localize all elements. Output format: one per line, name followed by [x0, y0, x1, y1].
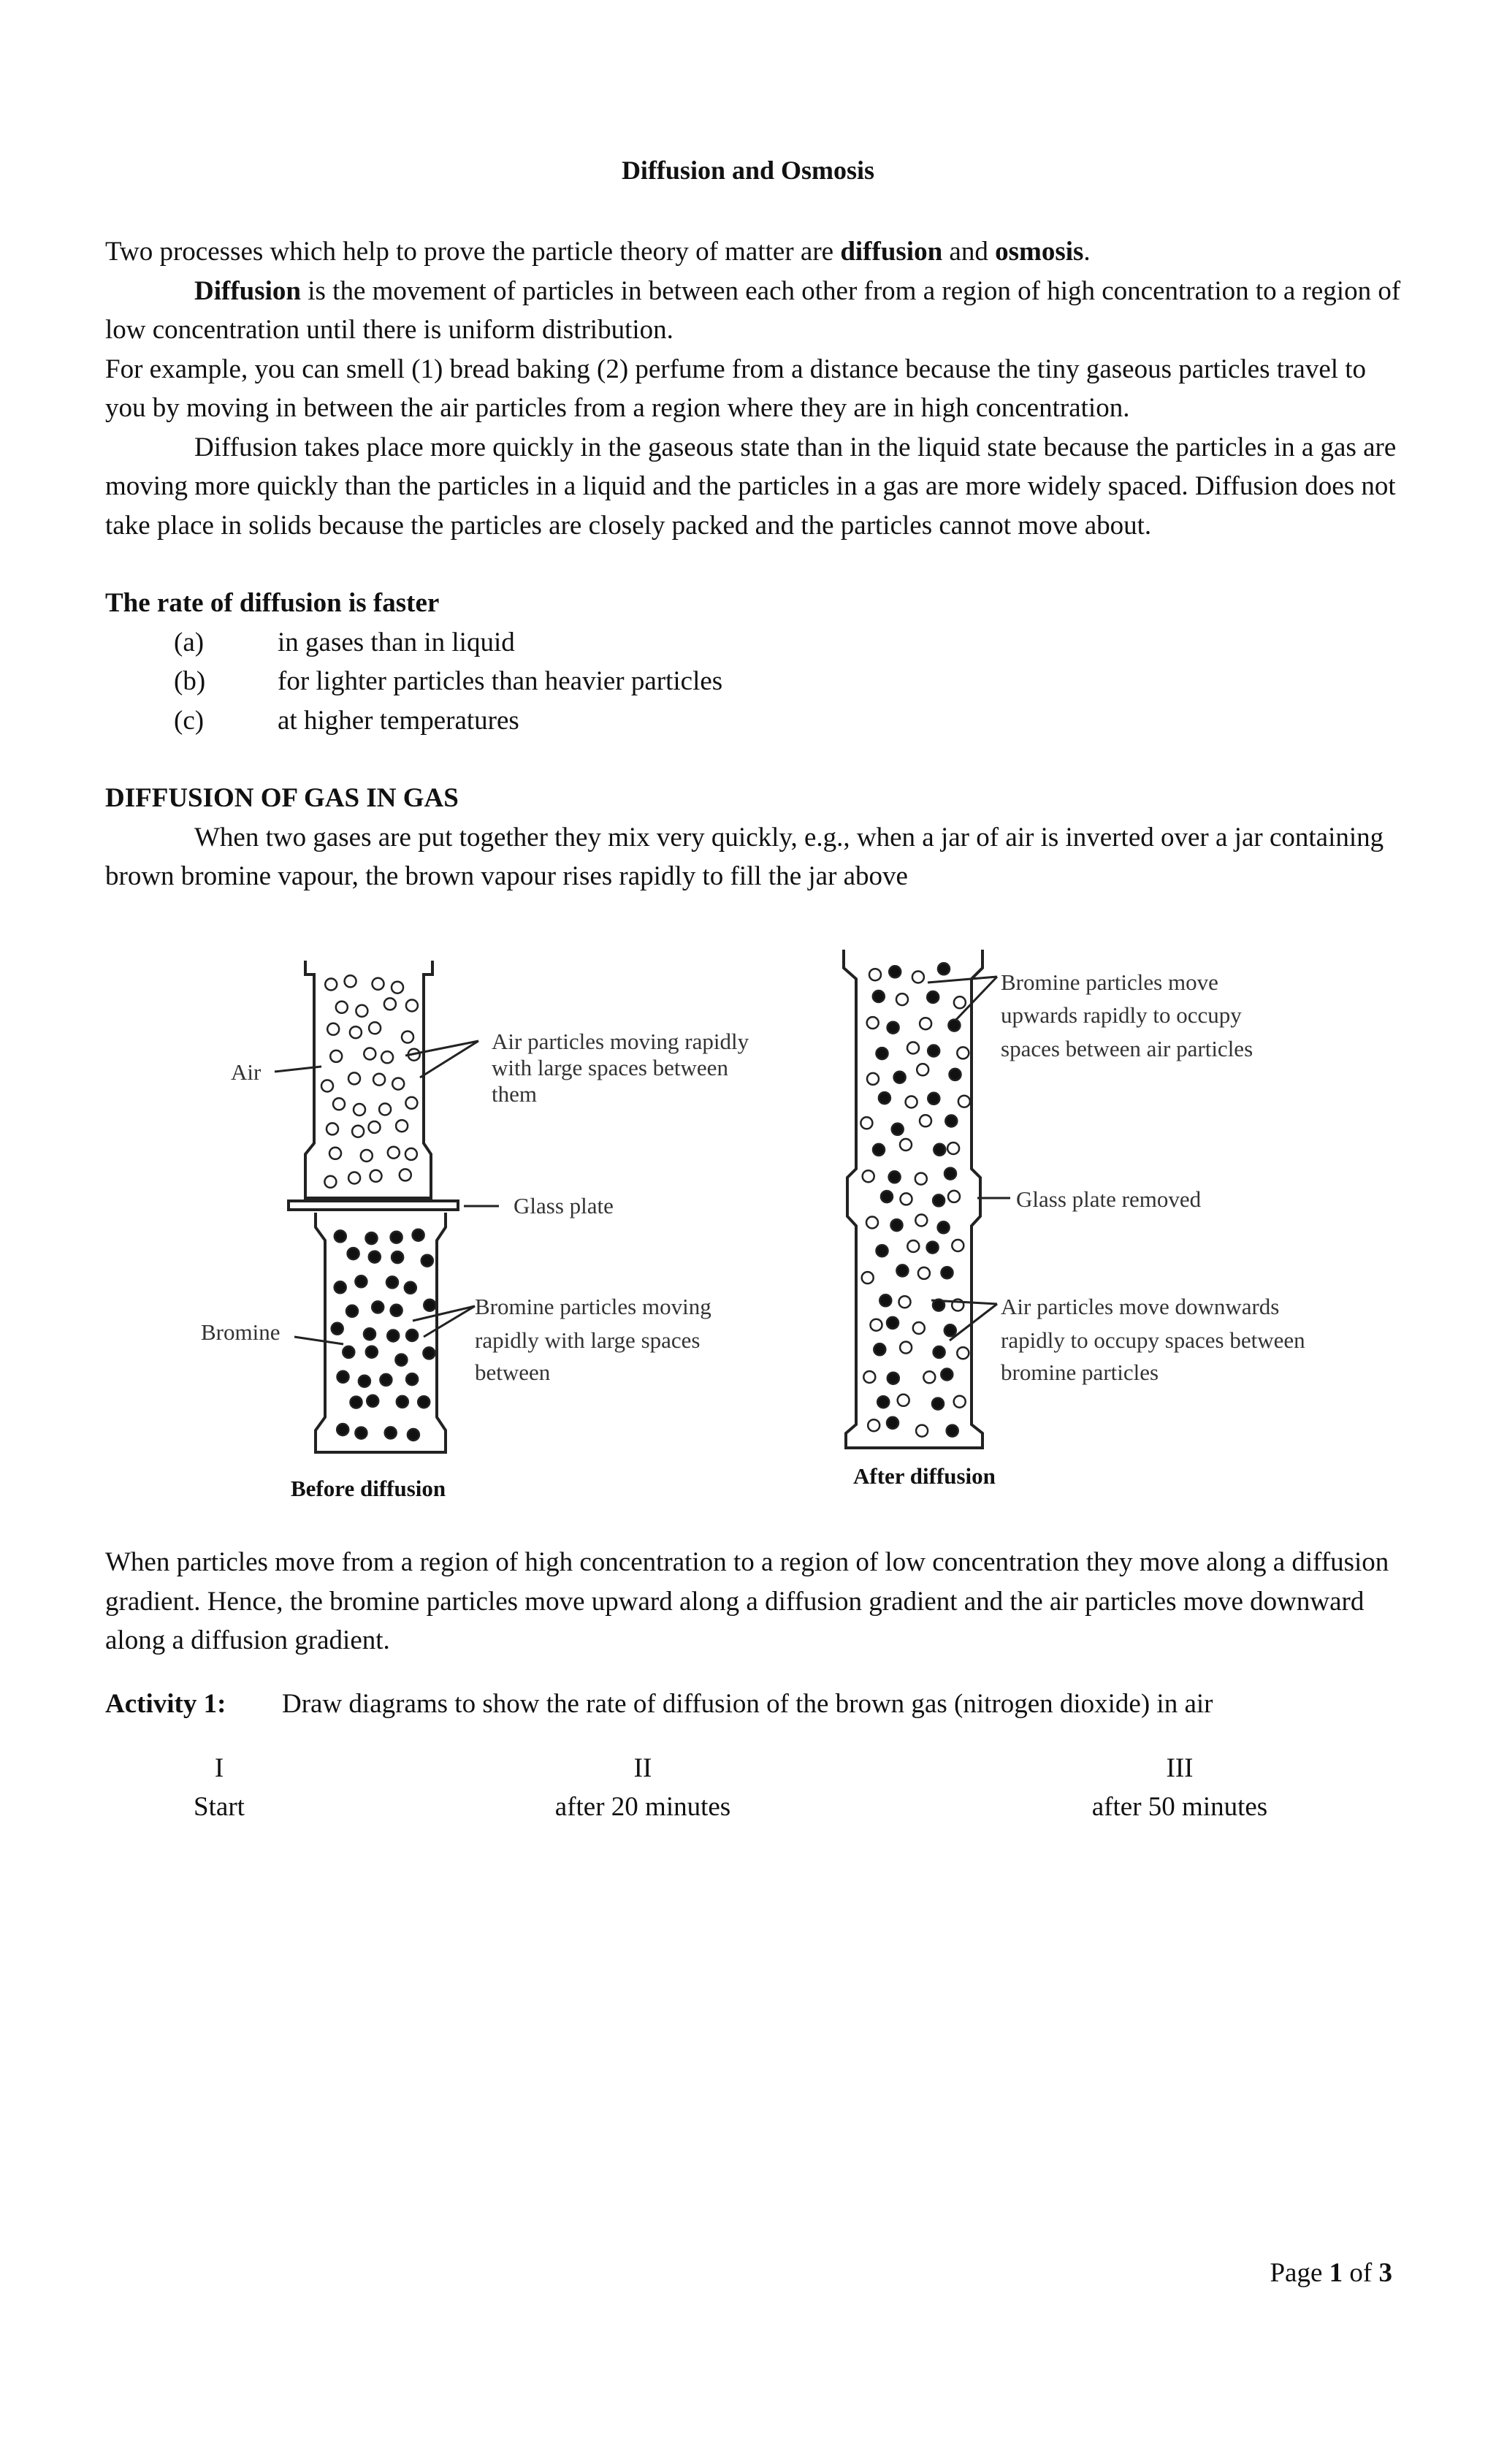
air-particle — [333, 1098, 345, 1110]
air-particle — [952, 1240, 963, 1251]
air-particle — [900, 1342, 912, 1354]
air-particle — [920, 1115, 931, 1126]
bromine-label: Bromine — [201, 1319, 280, 1345]
after-air-note-line1: Air particles move downwards — [1001, 1294, 1280, 1319]
definition-text: is the movement of particles in between each other from a region of high concentration to a region of low concentration until there is uniform distribution. — [105, 275, 1401, 345]
before-air-note-line2: with large spaces between — [492, 1055, 728, 1080]
air-particle — [958, 1096, 970, 1107]
bromine-particle — [950, 1069, 961, 1080]
bromine-particle — [385, 1427, 397, 1438]
air-particle — [923, 1371, 935, 1383]
air-particle — [369, 1121, 381, 1133]
bromine-particle — [942, 1267, 953, 1278]
column-numeral: I — [214, 1753, 224, 1783]
bromine-particle — [894, 1072, 906, 1083]
activity-column — [497, 1749, 789, 1826]
air-particle — [348, 1072, 360, 1084]
after-top-leader — [953, 977, 997, 1023]
before-bromine-note-line2: rapidly with large spaces — [475, 1327, 701, 1353]
air-particle — [406, 1000, 418, 1012]
bromine-particle — [366, 1346, 378, 1358]
air-particle — [954, 1396, 966, 1408]
bromine-particle — [928, 1093, 939, 1105]
air-particle — [957, 1347, 969, 1359]
air-particle — [863, 1170, 874, 1182]
bromine-particle — [941, 1369, 953, 1381]
before-air-note-line3: them — [492, 1081, 537, 1107]
air-particle — [381, 1051, 393, 1063]
list-label: (c) — [174, 705, 205, 736]
air-particle — [896, 993, 908, 1005]
after-bromine-note-line2: upwards rapidly to occupy — [1001, 1002, 1242, 1028]
bromine-particle — [944, 1324, 956, 1336]
bromine-particle — [355, 1275, 367, 1287]
air-particle — [379, 1104, 391, 1115]
bromine-particle — [405, 1282, 416, 1294]
bromine-particle — [933, 1300, 944, 1311]
air-particle — [396, 1120, 408, 1132]
bromine-particle — [934, 1346, 945, 1358]
air-particle — [898, 1395, 909, 1406]
gradient-section — [105, 1543, 1405, 1660]
bromine-particle — [408, 1429, 419, 1441]
air-particle — [916, 1425, 928, 1437]
column-caption: after 50 minutes — [1091, 1792, 1268, 1822]
air-particle — [906, 1096, 917, 1108]
after-air-note-line2: rapidly to occupy spaces between — [1001, 1327, 1305, 1353]
after-bromine-note-line3: spaces between air particles — [1001, 1036, 1253, 1061]
air-particle — [402, 1031, 413, 1043]
bromine-particle — [391, 1232, 402, 1243]
bromine-particle — [406, 1330, 418, 1341]
bromine-particle — [337, 1424, 348, 1435]
air-particle — [356, 1005, 367, 1017]
bromine-particle — [896, 1265, 908, 1276]
gradient-paragraph: When particles move from a region of high concentration to a region of low concentration they move along a diffusion gradient. Hence, the bromine particles move upward along a diffusion gradient and the air particles move downward along a diffusion gradient. — [105, 1547, 1389, 1655]
column-caption: after 20 minutes — [554, 1792, 731, 1822]
list-text: for lighter particles than heavier particles — [278, 666, 723, 696]
after-top-leader — [928, 977, 997, 983]
column-caption: Start — [194, 1792, 245, 1822]
bromine-particle — [873, 1144, 885, 1156]
before-upper-jar — [305, 961, 432, 1198]
air-particle — [352, 1126, 364, 1137]
air-particle — [373, 978, 384, 990]
air-particle — [345, 975, 356, 987]
air-particle — [373, 1074, 385, 1086]
bromine-particle — [927, 1242, 939, 1254]
bromine-particle — [364, 1328, 375, 1340]
air-particle — [405, 1148, 417, 1160]
list-text: in gases than in liquid — [278, 627, 515, 657]
bromine-particle — [423, 1347, 435, 1359]
air-particle — [321, 1080, 333, 1092]
air-particle — [899, 1296, 911, 1308]
bromine-particle — [359, 1376, 370, 1387]
air-particle — [900, 1139, 912, 1151]
glass-plate-label: Glass plate — [514, 1193, 614, 1218]
bromine-particle — [877, 1396, 889, 1408]
air-particle — [867, 1017, 879, 1029]
activity-column — [1034, 1749, 1326, 1826]
air-particle — [907, 1042, 919, 1054]
air-particle — [901, 1193, 912, 1205]
after-caption: After diffusion — [853, 1463, 996, 1489]
air-particle — [354, 1104, 365, 1115]
air-particle — [370, 1170, 382, 1182]
after-glass-label: Glass plate removed — [1016, 1186, 1202, 1212]
air-particle — [325, 979, 337, 991]
air-particle — [324, 1176, 336, 1188]
intro-text: Two processes which help to prove the particle theory of matter are — [105, 237, 841, 267]
intro-text-and: and — [942, 237, 996, 267]
air-particle — [917, 1064, 928, 1075]
bromine-particle — [335, 1281, 346, 1293]
air-particle — [369, 1022, 381, 1034]
bromine-particle — [928, 1045, 939, 1057]
air-particle — [957, 1047, 969, 1059]
bromine-particle — [397, 1396, 408, 1408]
air-particle — [948, 1191, 960, 1202]
air-particle — [912, 972, 924, 983]
air-particle — [400, 1169, 411, 1180]
bromine-particle — [395, 1354, 407, 1366]
bromine-particle — [938, 1221, 950, 1233]
air-particle — [392, 982, 403, 993]
activity-section — [105, 1685, 1420, 1723]
bromine-particle — [948, 1020, 960, 1031]
bromine-particle — [387, 1330, 399, 1342]
bromine-note-leader — [413, 1306, 475, 1321]
bromine-particle — [348, 1248, 359, 1259]
bromine-particle — [421, 1255, 433, 1267]
air-particle — [869, 969, 881, 980]
glass-plate — [289, 1201, 458, 1210]
bromine-particle — [933, 1194, 944, 1206]
term-diffusion: diffusion — [840, 237, 943, 267]
after-air-note-line3: bromine particles — [1001, 1359, 1159, 1385]
bromine-particle — [889, 966, 901, 977]
page-title: Diffusion and Osmosis — [621, 156, 875, 185]
bromine-particle — [391, 1305, 402, 1316]
air-particle — [907, 1240, 919, 1252]
bromine-particle — [351, 1397, 362, 1408]
bromine-particle — [367, 1395, 378, 1407]
bromine-particle — [892, 1124, 904, 1135]
air-particle — [860, 1117, 872, 1129]
bromine-particle — [369, 1251, 381, 1263]
footer-total-pages: 3 — [1378, 2258, 1392, 2288]
air-particle — [866, 1217, 878, 1229]
term-osmosis: osmosis — [995, 237, 1084, 267]
intro-text-end: . — [1083, 237, 1091, 267]
gas-section-heading: DIFFUSION OF GAS IN GAS — [105, 783, 459, 813]
states-paragraph: Diffusion takes place more quickly in the gaseous state than in the liquid state because the particles in a gas are moving more quickly than the particles in a liquid and the particles in a gas are more widely spaced. Diffusion does not take place in solids because the particles are closely packed and the particles cannot move about. — [105, 432, 1397, 541]
bromine-leader — [294, 1337, 343, 1344]
column-numeral: II — [633, 1753, 652, 1783]
air-particle — [954, 996, 966, 1008]
footer-current-page: 1 — [1329, 2258, 1343, 2288]
bromine-particle — [947, 1425, 958, 1437]
air-particle — [364, 1048, 375, 1060]
rate-heading: The rate of diffusion is faster — [105, 588, 440, 618]
before-caption: Before diffusion — [291, 1476, 446, 1501]
bromine-particle — [346, 1305, 358, 1317]
list-text: at higher temperatures — [278, 705, 519, 736]
bromine-particle — [879, 1294, 891, 1306]
bromine-particle — [332, 1323, 343, 1335]
before-bromine-note-line1: Bromine particles moving — [475, 1294, 711, 1319]
air-particle — [327, 1123, 338, 1134]
bromine-particle — [938, 963, 950, 974]
air-particle — [330, 1050, 342, 1062]
before-bromine-note-line3: between — [475, 1359, 551, 1385]
bromine-particle — [406, 1373, 418, 1385]
bromine-particle — [881, 1191, 893, 1202]
air-particle — [863, 1371, 875, 1383]
bromine-particle — [355, 1427, 367, 1439]
activity-column — [146, 1749, 292, 1826]
bromine-particle — [889, 1171, 901, 1183]
definition-term: Diffusion — [194, 275, 301, 306]
bromine-particle — [877, 1048, 888, 1059]
bromine-particle — [934, 1144, 945, 1156]
bromine-particle — [335, 1230, 346, 1242]
air-particle — [862, 1272, 874, 1284]
air-particle — [920, 1018, 931, 1029]
bromine-particle — [874, 1343, 885, 1355]
page-number — [1270, 2257, 1392, 2289]
bromine-particle — [932, 1398, 944, 1410]
air-particle — [405, 1097, 417, 1109]
air-particle — [867, 1073, 879, 1085]
air-label: Air — [231, 1059, 262, 1085]
air-particle — [915, 1215, 927, 1227]
bromine-particle — [337, 1371, 349, 1383]
air-particle — [918, 1267, 930, 1279]
gas-section-paragraph: When two gases are put together they mix very quickly, e.g., when a jar of air is inverted over a jar containing brown bromine vapour, the brown vapour rises rapidly to fill the jar above — [105, 822, 1384, 891]
footer-prefix: Page — [1270, 2258, 1329, 2288]
bromine-particle — [877, 1245, 888, 1256]
bromine-particle — [413, 1229, 424, 1241]
bromine-particle — [366, 1232, 378, 1244]
bromine-particle — [380, 1374, 392, 1386]
air-particle — [327, 1023, 339, 1035]
air-particle — [388, 1147, 400, 1159]
bromine-particle — [873, 991, 885, 1002]
air-particle — [913, 1322, 925, 1334]
air-particle — [392, 1078, 404, 1090]
column-numeral: III — [1166, 1753, 1194, 1783]
after-bromine-note-line1: Bromine particles move — [1001, 969, 1218, 995]
before-air-note-line1: Air particles moving rapidly — [492, 1029, 749, 1054]
bromine-particle — [927, 991, 939, 1003]
air-particle — [384, 998, 396, 1010]
air-particle — [329, 1148, 341, 1159]
air-particle — [336, 1002, 348, 1013]
air-particle — [915, 1173, 927, 1185]
bromine-particle — [891, 1219, 903, 1231]
bromine-particle — [945, 1115, 957, 1127]
air-particle — [947, 1143, 959, 1154]
bromine-particle — [372, 1301, 383, 1313]
air-particle — [871, 1319, 882, 1331]
activity-label: Activity 1: — [105, 1689, 226, 1719]
list-label: (a) — [174, 627, 205, 657]
air-particle — [361, 1150, 373, 1162]
example-paragraph: For example, you can smell (1) bread baking (2) perfume from a distance because the tiny gaseous particles travel to you by moving in between the air particles from a region where they are in high concentration. — [105, 354, 1367, 423]
bromine-particle — [879, 1092, 890, 1104]
bromine-particle — [418, 1396, 430, 1408]
bromine-particle — [944, 1168, 956, 1180]
activity-text: Draw diagrams to show the rate of diffusion of the brown gas (nitrogen dioxide) in air — [282, 1689, 1213, 1719]
air-particle — [350, 1026, 362, 1038]
bromine-particle — [888, 1373, 899, 1384]
air-particle — [868, 1419, 879, 1431]
air-particle — [348, 1172, 360, 1184]
bromine-particle — [424, 1300, 435, 1311]
bromine-particle — [392, 1251, 403, 1263]
bromine-particle — [887, 1317, 898, 1329]
after-bottom-leader — [950, 1304, 997, 1340]
bromine-particle — [888, 1022, 899, 1034]
list-label: (b) — [174, 666, 206, 696]
bromine-particle — [386, 1276, 398, 1288]
bromine-particle — [343, 1346, 354, 1358]
footer-middle: of — [1343, 2258, 1379, 2288]
bromine-particle — [887, 1417, 898, 1429]
